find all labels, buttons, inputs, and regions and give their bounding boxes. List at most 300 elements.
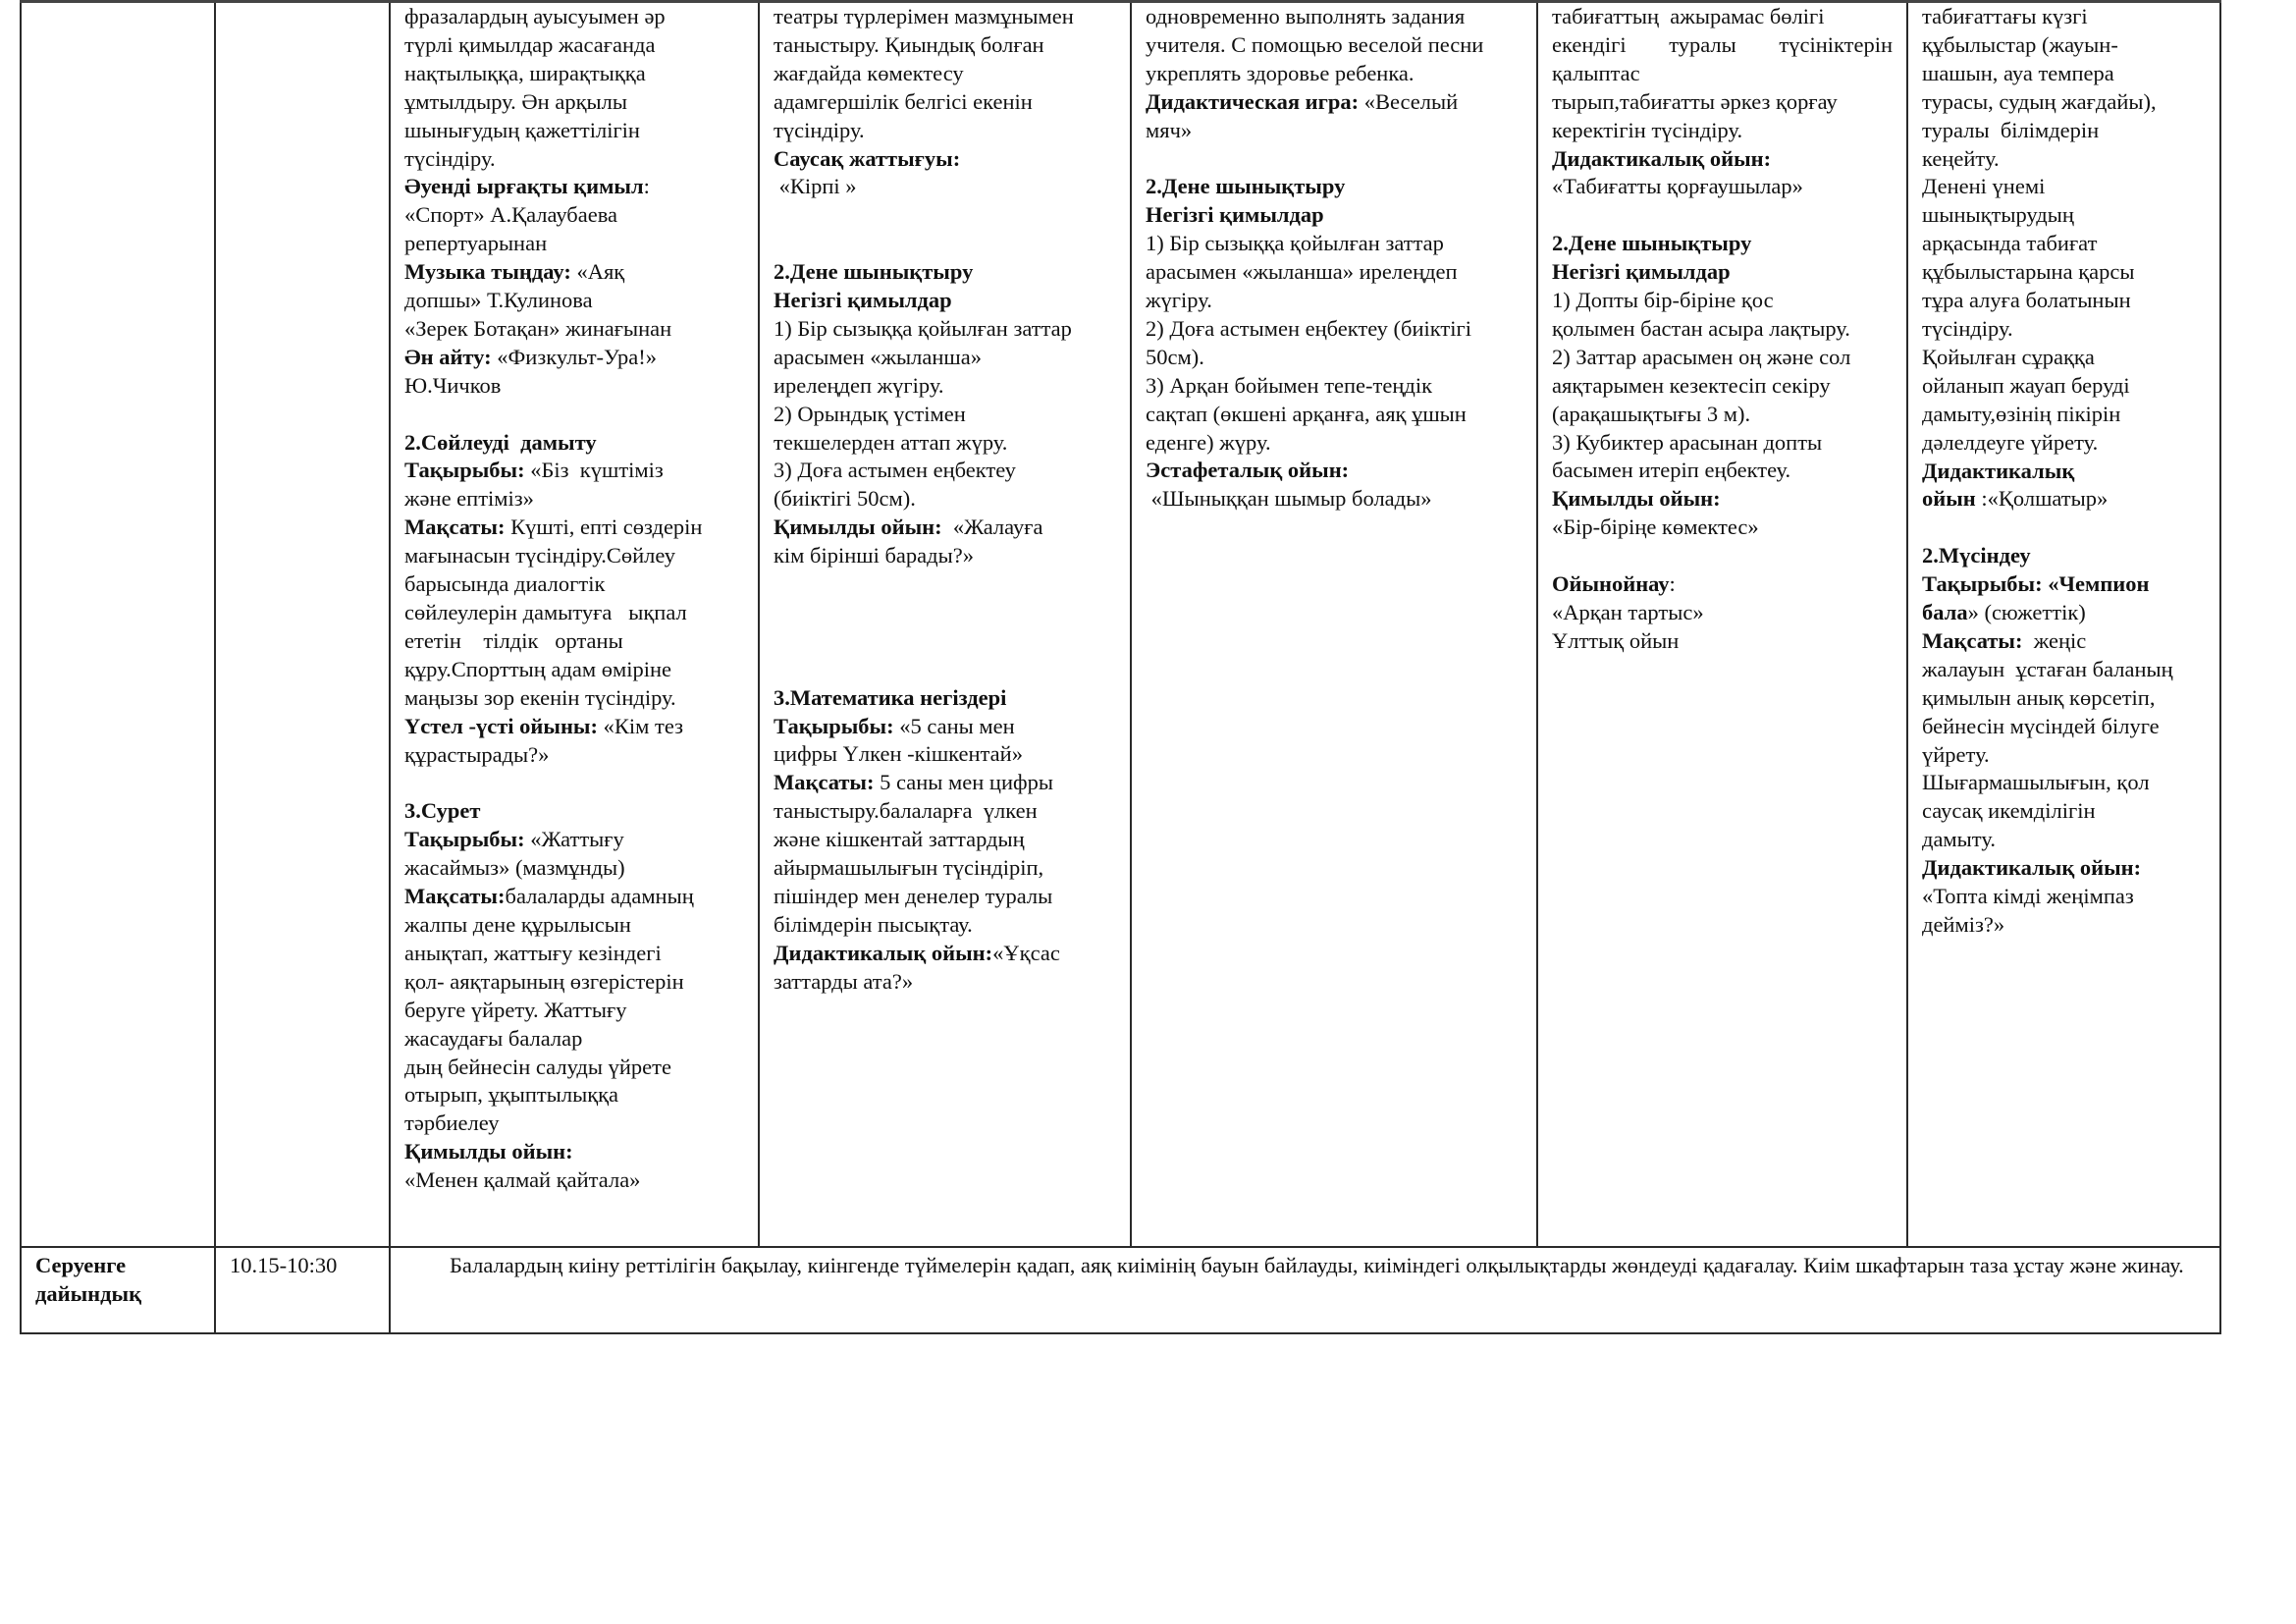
- line-text: допшы» Т.Кулинова: [404, 288, 593, 313]
- text-line: [774, 968, 1116, 997]
- text-line: [1146, 173, 1522, 201]
- text-line: [404, 173, 744, 201]
- text-line: [1146, 230, 1522, 258]
- text-line: [1922, 656, 2206, 684]
- text-line: [1552, 258, 1893, 287]
- text-line: [404, 599, 744, 627]
- text-line: [774, 826, 1116, 854]
- bold-label: Тақырыбы: «Чемпион: [1922, 571, 2150, 597]
- line-text: қолымен бастан асыра лақтыру.: [1552, 315, 1850, 341]
- bold-label: Тақырыбы:: [404, 458, 531, 483]
- text-line: [404, 1081, 744, 1110]
- line-text: таныстыру.балаларға үлкен: [774, 798, 1038, 824]
- bold-label: Музыка тыңдау:: [404, 259, 577, 285]
- text-line: [774, 797, 1116, 826]
- line-text: қалыптас: [1552, 60, 1640, 85]
- line-text: «5 саны мен: [899, 713, 1015, 738]
- text-line: [774, 769, 1116, 797]
- text-line: [774, 854, 1116, 883]
- text-line: [404, 656, 744, 684]
- bold-label: Саусақ жаттығуы:: [774, 145, 961, 171]
- text-line: [1922, 741, 2206, 770]
- text-line: [404, 315, 744, 344]
- text-line: [1922, 287, 2206, 315]
- table-row-walk-prep: [21, 1247, 2220, 1333]
- bold-label: Дидактикалық ойын:: [1922, 855, 2142, 881]
- line-text: маңызы зор екенін түсіндіру.: [404, 684, 676, 710]
- line-text: сақтап (өкшені арқанға, аяқ ұшын: [1146, 401, 1467, 426]
- line-text: жасаудағы балалар: [404, 1025, 583, 1051]
- text-line: [1552, 401, 1893, 429]
- line-text: шынықтырудың: [1922, 202, 2074, 228]
- line-text: түсіндіру.: [774, 117, 865, 142]
- line-text: шынығудың қажеттілігін: [404, 117, 640, 142]
- line-text: 2) Доға астымен еңбектеу (биіктігі: [1146, 315, 1471, 341]
- line-text: «Топта кімді жеңімпаз: [1922, 884, 2134, 909]
- text-line: [404, 372, 744, 401]
- text-line: [1552, 31, 1893, 60]
- text-line: [404, 31, 744, 60]
- line-text: арқасында табиғат: [1922, 231, 2098, 256]
- line-text: жалпы дене құрылысын: [404, 911, 631, 937]
- text-line: [1922, 88, 2206, 117]
- line-text: айырмашылығын түсіндіріп,: [774, 855, 1044, 881]
- line-text: құрастырады?»: [404, 741, 550, 767]
- text-line: [404, 1138, 744, 1166]
- line-text: шашын, ауа темпера: [1922, 60, 2114, 85]
- text-line: [404, 911, 744, 940]
- bold-label: Қимылды ойын:: [1552, 486, 1721, 512]
- line-text: құру.Спорттың адам өміріне: [404, 656, 672, 681]
- text-line: [404, 3, 744, 31]
- text-line: [774, 372, 1116, 401]
- text-line: [404, 968, 744, 997]
- line-text: учителя. С помощью веселой песни: [1146, 31, 1484, 57]
- line-text: :: [1669, 571, 1676, 597]
- text-line: [1922, 627, 2206, 656]
- text-line: [774, 713, 1116, 741]
- bold-label: Тақырыбы:: [404, 827, 531, 852]
- bold-label: Тақырыбы:: [774, 713, 900, 738]
- line-text: «Шыныққан шымыр болады»: [1146, 486, 1432, 512]
- text-line: [1146, 117, 1522, 145]
- line-text: 3) Доға астымен еңбектеу: [774, 458, 1016, 483]
- text-line: [1922, 485, 2206, 514]
- text-line: [404, 684, 744, 713]
- text-line: [1146, 88, 1522, 117]
- text-line: [1922, 769, 2206, 797]
- line-text: арасымен «жыланша»: [774, 344, 982, 369]
- text-line: [1552, 344, 1893, 372]
- line-text: «Біз күштіміз: [530, 458, 664, 483]
- bold-label: бала: [1922, 600, 1968, 625]
- line-text: ирелеңдеп жүгіру.: [774, 372, 944, 398]
- line-text: табиғаттағы күзгі: [1922, 4, 2088, 28]
- cell-time: [215, 1247, 390, 1333]
- text-line: [1922, 883, 2206, 911]
- line-text: (арақашықтығы 3 м).: [1552, 401, 1751, 426]
- text-line: [774, 117, 1116, 145]
- text-line: [404, 201, 744, 230]
- text-line: [404, 854, 744, 883]
- line-text: құбылыстарына қарсы: [1922, 259, 2135, 285]
- line-text: аяқтарымен кезектесіп секіру: [1552, 372, 1831, 398]
- text-line: [1146, 457, 1522, 485]
- line-text: үйрету.: [1922, 741, 1990, 767]
- cell-time-empty: [215, 2, 390, 1248]
- table-row-activities: [21, 2, 2220, 1248]
- bold-label: 2.Дене шынықтыру: [1552, 231, 1752, 256]
- text-line: [1922, 3, 2206, 31]
- blank-line: [774, 201, 1116, 230]
- text-line: [1552, 627, 1893, 656]
- text-line: [1922, 401, 2206, 429]
- text-line: [774, 88, 1116, 117]
- text-line: [774, 287, 1116, 315]
- blank-line: [1922, 514, 2206, 542]
- text-line: [774, 258, 1116, 287]
- line-text: Ұлттық ойын: [1552, 627, 1680, 653]
- text-line: [774, 457, 1116, 485]
- text-line: [1922, 713, 2206, 741]
- text-line: [1146, 287, 1522, 315]
- text-line: [404, 117, 744, 145]
- line-text: «Жалауға: [947, 514, 1043, 540]
- bold-label: 2.Сөйлеуді дамыту: [404, 429, 597, 455]
- line-text: түсіндіру.: [1922, 315, 2013, 341]
- line-text: 2) Заттар арасымен оң және сол: [1552, 344, 1851, 369]
- line-text: керектігін түсіндіру.: [1552, 117, 1743, 142]
- line-text: жағдайда көмектесу: [774, 60, 964, 85]
- text-line: [404, 1110, 744, 1138]
- blank-line: [774, 570, 1116, 599]
- line-text: және ептіміз»: [404, 486, 534, 512]
- text-line: [1922, 315, 2206, 344]
- bold-label: Үстел -үсті ойыны:: [404, 713, 604, 738]
- text-line: [1146, 258, 1522, 287]
- line-text: барысында диалогтік: [404, 571, 606, 597]
- line-text: турасы, судың жағдайы),: [1922, 88, 2157, 114]
- text-line: [1922, 599, 2206, 627]
- line-text: екендігі туралы түсініктерін: [1552, 31, 1893, 57]
- bold-label: Дидактическая игра:: [1146, 88, 1364, 114]
- text-line: [1146, 429, 1522, 458]
- bold-label: Дидактикалық ойын:: [774, 940, 993, 965]
- blank-line: [1552, 201, 1893, 230]
- bold-label: Негізгі қимылдар: [774, 288, 952, 313]
- blank-line: [774, 656, 1116, 684]
- text-line: [1552, 287, 1893, 315]
- bold-label: 3.Математика негіздері: [774, 684, 1007, 710]
- text-line: [404, 797, 744, 826]
- text-line: [1922, 201, 2206, 230]
- regime-label-line2: дайындық: [35, 1280, 142, 1306]
- line-text: 1) Допты бір-біріне қос: [1552, 288, 1774, 313]
- line-text: жалауын ұстаған баланың: [1922, 656, 2173, 681]
- line-text: Күшті, епті сөздерін: [510, 514, 703, 540]
- text-line: [404, 713, 744, 741]
- line-text: текшелерден аттап жүру.: [774, 429, 1008, 455]
- line-text: ететін тілдік ортаны: [404, 627, 623, 653]
- line-text: «Табиғатты қорғаушылар»: [1552, 174, 1803, 199]
- text-line: [1146, 201, 1522, 230]
- text-line: [1552, 3, 1893, 31]
- text-line: [404, 1166, 744, 1195]
- cell-walk-prep-description: [390, 1247, 2220, 1333]
- bold-label: Ойынойнау: [1552, 571, 1670, 597]
- line-text: 3) Арқан бойымен тепе-теңдік: [1146, 372, 1433, 398]
- line-text: саусақ икемділігін: [1922, 798, 2096, 824]
- text-line: [1552, 117, 1893, 145]
- text-line: [404, 883, 744, 911]
- line-text: 50см).: [1146, 344, 1204, 369]
- bold-label: Қимылды ойын:: [774, 514, 948, 540]
- text-line: [1552, 315, 1893, 344]
- text-line: [404, 741, 744, 770]
- bold-label: Мақсаты:: [404, 884, 506, 909]
- line-text: Ю.Чичков: [404, 372, 502, 398]
- line-text: тұра алуға болатынын: [1922, 288, 2131, 313]
- line-text: жеңіс: [2028, 627, 2087, 653]
- bold-label: Эстафеталық ойын:: [1146, 458, 1350, 483]
- text-line: [1146, 60, 1522, 88]
- text-line: [1146, 344, 1522, 372]
- line-text: (биіктігі 50см).: [774, 486, 916, 512]
- text-line: [1552, 173, 1893, 201]
- line-text: одновременно выполнять задания: [1146, 4, 1466, 28]
- line-text: укреплять здоровье ребенка.: [1146, 60, 1415, 85]
- text-line: [1922, 542, 2206, 570]
- bold-label: 2.Дене шынықтыру: [1146, 174, 1346, 199]
- line-text: бейнесін мүсіндей білуге: [1922, 713, 2160, 738]
- text-line: [404, 88, 744, 117]
- cell-tuesday-activities: [759, 2, 1131, 1248]
- text-line: [1922, 854, 2206, 883]
- text-line: [1922, 173, 2206, 201]
- line-text: кім бірінші барады?»: [774, 543, 974, 568]
- text-line: [774, 60, 1116, 88]
- line-text: Шығармашылығын, қол: [1922, 770, 2150, 795]
- line-text: тәрбиелеу: [404, 1110, 500, 1136]
- bold-label: 2.Дене шынықтыру: [774, 259, 974, 285]
- text-line: [404, 457, 744, 485]
- line-text: «Кірпі »: [774, 174, 857, 199]
- cell-wednesday-activities: [1131, 2, 1537, 1248]
- text-line: [404, 485, 744, 514]
- bold-label: Мақсаты:: [404, 514, 511, 540]
- line-text: «Бір-біріңе көмектес»: [1552, 514, 1759, 540]
- text-line: [1922, 145, 2206, 174]
- line-text: пішіндер мен денелер туралы: [774, 884, 1053, 908]
- line-text: «Ұқсас: [992, 940, 1060, 965]
- text-line: [1922, 60, 2206, 88]
- text-line: [774, 883, 1116, 911]
- cell-regime-empty: [21, 2, 215, 1248]
- text-line: [1552, 372, 1893, 401]
- text-line: [774, 542, 1116, 570]
- line-text: театры түрлерімен мазмұнымен: [774, 4, 1074, 28]
- blank-line: [774, 230, 1116, 258]
- bold-label: Негізгі қимылдар: [1146, 202, 1324, 228]
- line-text: «Менен қалмай қайтала»: [404, 1167, 641, 1193]
- line-text: балаларды адамның: [505, 884, 694, 909]
- text-line: [404, 542, 744, 570]
- text-line: [1552, 88, 1893, 117]
- walk-prep-text: Балалардың киіну реттілігін бақылау, киінгенде түймелерін қадап, аяқ киімінің бауын байлауды, киіміндегі олқылықтарды жөндеуді қадағалау. Киім шкафтарын таза ұстау және жинау.: [450, 1253, 2184, 1277]
- line-text: «Жаттығу: [530, 827, 624, 852]
- line-text: жүгіру.: [1146, 288, 1212, 313]
- blank-line: [1552, 542, 1893, 570]
- line-text: қол- аяқтарының өзгерістерін: [404, 968, 684, 994]
- text-line: [1922, 117, 2206, 145]
- line-text: цифры Үлкен -кішкентай»: [774, 741, 1023, 767]
- text-line: [1922, 429, 2206, 458]
- line-text: дәлелдеуге үйрету.: [1922, 429, 2099, 455]
- line-text: сөйлеулерін дамытуға ықпал: [404, 600, 687, 625]
- text-line: [774, 31, 1116, 60]
- text-line: [1922, 258, 2206, 287]
- bold-label: Дидактикалық ойын:: [1552, 145, 1772, 171]
- line-text: фразалардың ауысуымен әр: [404, 4, 666, 28]
- line-text: анықтап, жаттығу кезіндегі: [404, 940, 662, 965]
- text-line: [404, 826, 744, 854]
- text-line: [774, 3, 1116, 31]
- time-range: 10.15-10:30: [230, 1253, 338, 1277]
- line-text: дамыту,өзінің пікірін: [1922, 401, 2121, 426]
- bold-label: Мақсаты:: [1922, 627, 2029, 653]
- line-text: 1) Бір сызыққа қойылған заттар: [774, 315, 1072, 341]
- text-line: [404, 145, 744, 174]
- text-line: [1146, 31, 1522, 60]
- bold-label: ойын: [1922, 486, 1982, 512]
- line-text: беруге үйрету. Жаттығу: [404, 997, 627, 1022]
- text-line: [404, 997, 744, 1025]
- line-text: қимылын анық көрсетіп,: [1922, 684, 2156, 710]
- line-text: жасаймыз» (мазмұнды): [404, 855, 625, 881]
- text-line: [1922, 31, 2206, 60]
- text-line: [404, 514, 744, 542]
- text-line: [1552, 230, 1893, 258]
- bold-label: Ән айту:: [404, 344, 498, 369]
- text-line: [774, 911, 1116, 940]
- blank-line: [404, 769, 744, 797]
- text-line: [1146, 3, 1522, 31]
- cell-friday-activities: [1907, 2, 2220, 1248]
- text-line: [1146, 315, 1522, 344]
- line-text: заттарды ата?»: [774, 968, 914, 994]
- line-text: таныстыру. Қиындық болған: [774, 31, 1044, 57]
- line-text: құбылыстар (жауын-: [1922, 31, 2118, 57]
- text-line: [404, 1025, 744, 1054]
- text-line: [774, 485, 1116, 514]
- text-line: [774, 684, 1116, 713]
- line-text: «Зерек Ботақан» жинағынан: [404, 315, 672, 341]
- line-text: «Аяқ: [576, 259, 625, 285]
- text-line: [1922, 344, 2206, 372]
- text-line: [1146, 401, 1522, 429]
- text-line: [404, 570, 744, 599]
- text-line: [1922, 372, 2206, 401]
- text-line: [404, 230, 744, 258]
- line-text: нақтылыққа, ширақтыққа: [404, 60, 646, 85]
- text-line: [404, 60, 744, 88]
- text-line: [1552, 485, 1893, 514]
- line-text: «Арқан тартыс»: [1552, 600, 1704, 624]
- line-text: мағынасын түсіндіру.Сөйлеу: [404, 543, 676, 568]
- line-text: ұмтылдыру. Ән арқылы: [404, 88, 627, 114]
- line-text: еденге) жүру.: [1146, 429, 1271, 455]
- line-text: табиғаттың ажырамас бөлігі: [1552, 4, 1825, 28]
- blank-line: [404, 401, 744, 429]
- line-text: 3) Кубиктер арасынан допты: [1552, 429, 1823, 455]
- bold-label: Әуенді ырғақты қимыл: [404, 174, 644, 199]
- text-line: [1552, 457, 1893, 485]
- bold-label: Қимылды ойын:: [404, 1139, 573, 1164]
- text-line: [1922, 230, 2206, 258]
- line-text: 1) Бір сызыққа қойылған заттар: [1146, 231, 1444, 256]
- text-line: [404, 627, 744, 656]
- bold-label: Негізгі қимылдар: [1552, 259, 1731, 285]
- text-line: [774, 315, 1116, 344]
- line-text: репертуарынан: [404, 231, 548, 256]
- blank-line: [774, 599, 1116, 627]
- line-text: » (сюжеттік): [1967, 600, 2086, 625]
- text-line: [1552, 514, 1893, 542]
- text-line: [774, 514, 1116, 542]
- text-line: [1552, 429, 1893, 458]
- line-text: адамгершілік белгісі екенін: [774, 88, 1033, 114]
- line-text: ойланып жауап беруді: [1922, 372, 2130, 398]
- line-text: 5 саны мен цифры: [880, 770, 1053, 795]
- text-line: [1552, 599, 1893, 627]
- blank-line: [774, 627, 1116, 656]
- line-text: арасымен «жыланша» ирелеңдеп: [1146, 259, 1458, 285]
- line-text: отырып, ұқыптылыққа: [404, 1082, 619, 1108]
- text-line: [404, 287, 744, 315]
- text-line: [774, 401, 1116, 429]
- text-line: [404, 940, 744, 968]
- text-line: [774, 173, 1116, 201]
- text-line: [1146, 485, 1522, 514]
- text-line: [1922, 826, 2206, 854]
- regime-label-line1: Серуенге: [35, 1253, 127, 1277]
- line-text: :«Қолшатыр»: [1981, 486, 2109, 512]
- bold-label: Дидактикалық: [1922, 458, 2075, 483]
- text-line: [774, 429, 1116, 458]
- text-line: [1146, 372, 1522, 401]
- line-text: Қойылған сұраққа: [1922, 344, 2095, 369]
- cell-thursday-activities: [1537, 2, 1907, 1248]
- cell-regime-label: [21, 1247, 215, 1333]
- text-line: [1922, 797, 2206, 826]
- line-text: «Спорт» А.Қалаубаева: [404, 202, 618, 228]
- line-text: білімдерін пысықтау.: [774, 911, 973, 937]
- line-text: кеңейту.: [1922, 145, 2000, 171]
- line-text: туралы білімдерін: [1922, 117, 2100, 142]
- text-line: [774, 145, 1116, 174]
- line-text: дамыту.: [1922, 827, 1996, 852]
- text-line: [404, 1054, 744, 1082]
- bold-label: 2.Мүсіндеу: [1922, 543, 2031, 568]
- line-text: «Физкульт-Ура!»: [497, 344, 657, 369]
- line-text: 2) Орындық үстімен: [774, 401, 966, 426]
- line-text: «Кім тез: [603, 713, 683, 738]
- text-line: [774, 344, 1116, 372]
- line-text: «Веселый: [1363, 88, 1459, 114]
- bold-label: 3.Сурет: [404, 798, 481, 824]
- line-text: тырып,табиғатты әркез қорғау: [1552, 88, 1838, 114]
- line-text: түсіндіру.: [404, 145, 496, 171]
